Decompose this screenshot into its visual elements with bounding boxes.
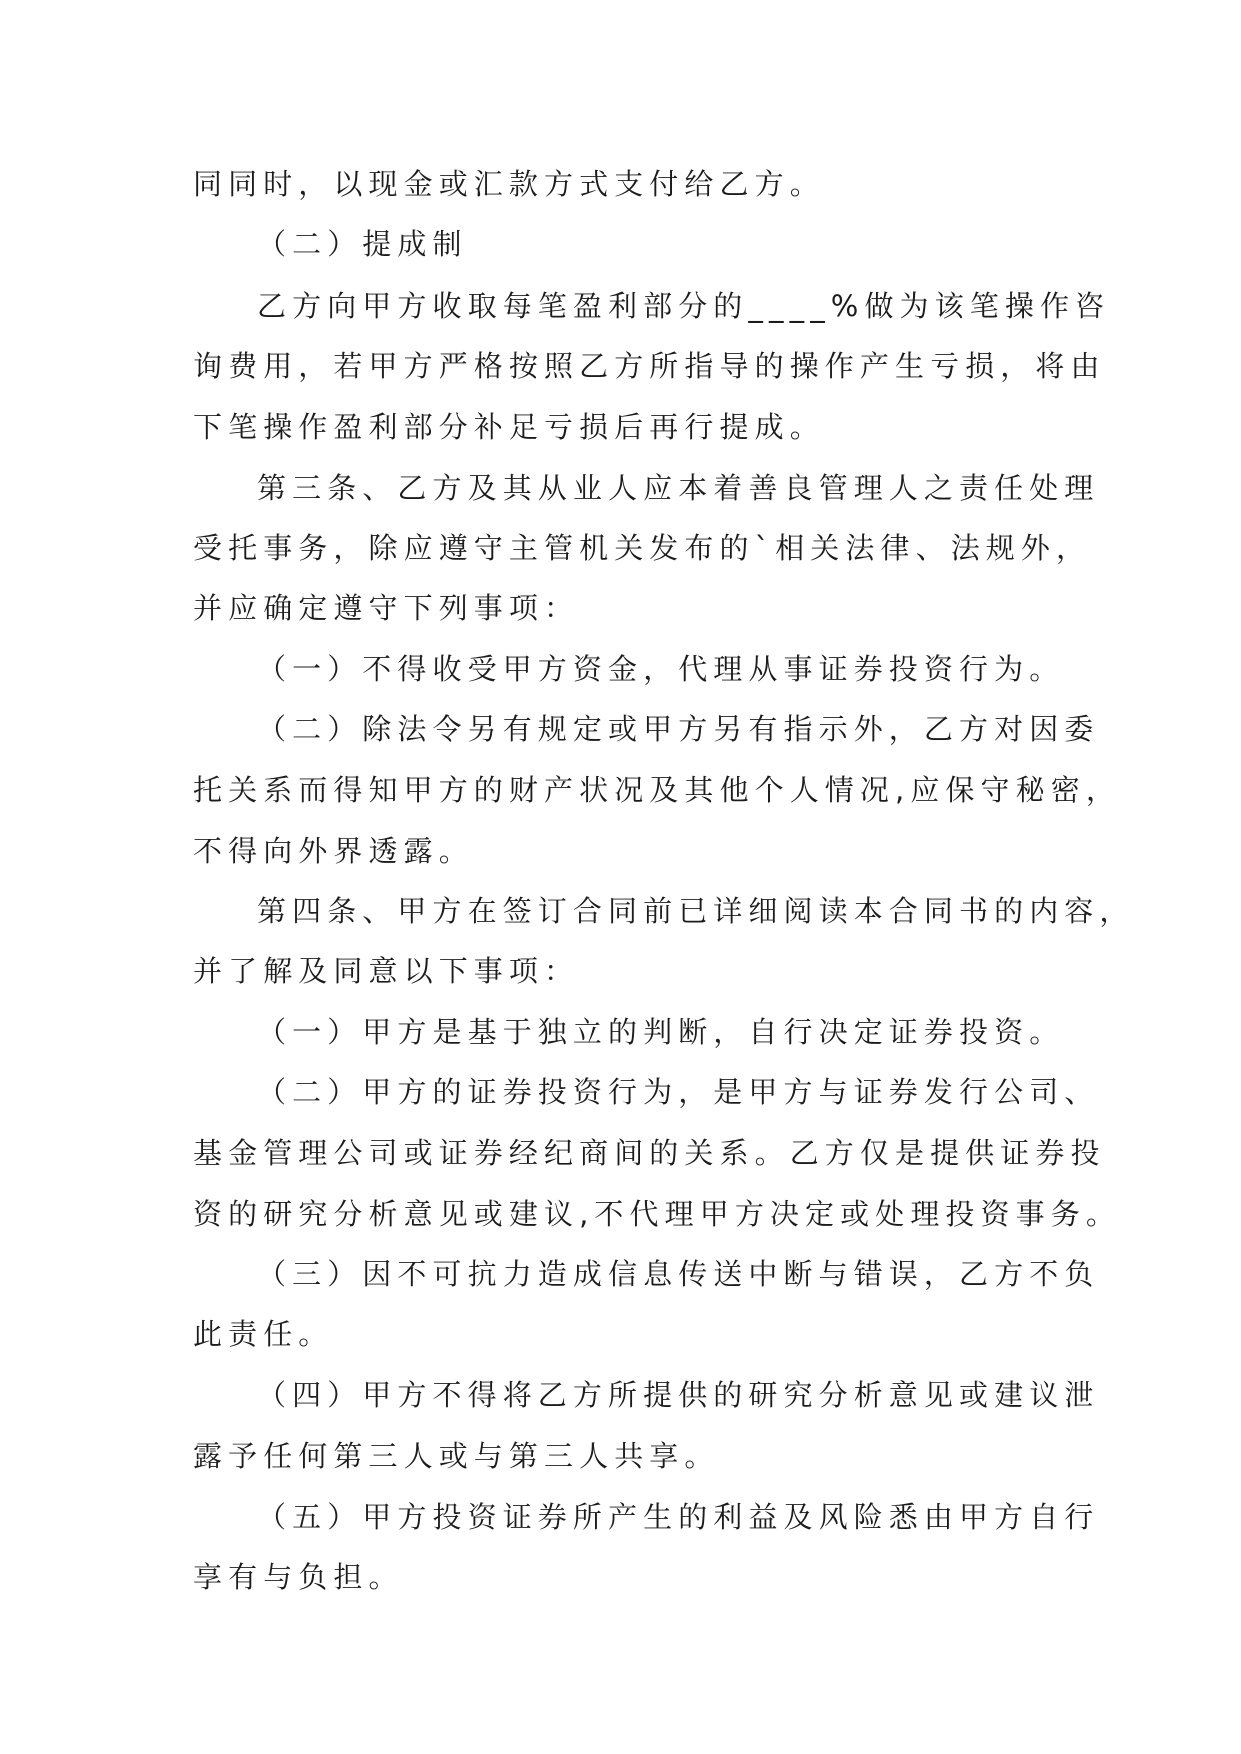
text-line-11: 托关系而得知甲方的财产状况及其他个人情况,应保守秘密， (193, 773, 1121, 807)
text-line-10: （二）除法令另有规定或甲方另有指示外，乙方对因委 (257, 712, 1100, 746)
text-line-12: 不得向外界透露。 (193, 834, 474, 868)
text-line-22: 露予任何第三人或与第三人共享。 (193, 1439, 720, 1473)
text-line-7: 受托事务，除应遵守主管机关发布的`相关法律、法规外， (193, 531, 1092, 565)
text-line-9: （一）不得收受甲方资金，代理从事证券投资行为。 (257, 652, 1065, 686)
text-line-6: 第三条、乙方及其从业人应本着善良管理人之责任处理 (257, 471, 1100, 505)
text-line-16: （二）甲方的证券投资行为，是甲方与证券发行公司、 (257, 1075, 1100, 1109)
text-line-3: 乙方向甲方收取每笔盈利部分的____%做为该笔操作咨 (257, 289, 1111, 323)
text-line-1: 同同时，以现金或汇款方式支付给乙方。 (193, 167, 825, 201)
text-line-21: （四）甲方不得将乙方所提供的研究分析意见或建议泄 (257, 1378, 1100, 1412)
text-line-23: （五）甲方投资证券所产生的利益及风险悉由甲方自行 (257, 1500, 1100, 1534)
text-line-14: 并了解及同意以下事项： (193, 954, 580, 988)
text-line-24: 享有与负担。 (193, 1560, 404, 1594)
text-line-8: 并应确定遵守下列事项： (193, 591, 580, 625)
text-line-13: 第四条、甲方在签订合同前已详细阅读本合同书的内容， (257, 894, 1135, 928)
text-line-19: （三）因不可抗力造成信息传送中断与错误，乙方不负 (257, 1257, 1100, 1291)
text-line-2: （二）提成制 (257, 227, 468, 261)
text-line-4: 询费用，若甲方严格按照乙方所指导的操作产生亏损，将由 (193, 349, 1106, 383)
text-line-20: 此责任。 (193, 1317, 334, 1351)
text-line-5: 下笔操作盈利部分补足亏损后再行提成。 (193, 410, 825, 444)
text-line-18: 资的研究分析意见或建议,不代理甲方决定或处理投资事务。 (193, 1197, 1121, 1231)
text-line-17: 基金管理公司或证券经纪商间的关系。乙方仅是提供证券投 (193, 1136, 1106, 1170)
text-line-15: （一）甲方是基于独立的判断，自行决定证券投资。 (257, 1015, 1065, 1049)
